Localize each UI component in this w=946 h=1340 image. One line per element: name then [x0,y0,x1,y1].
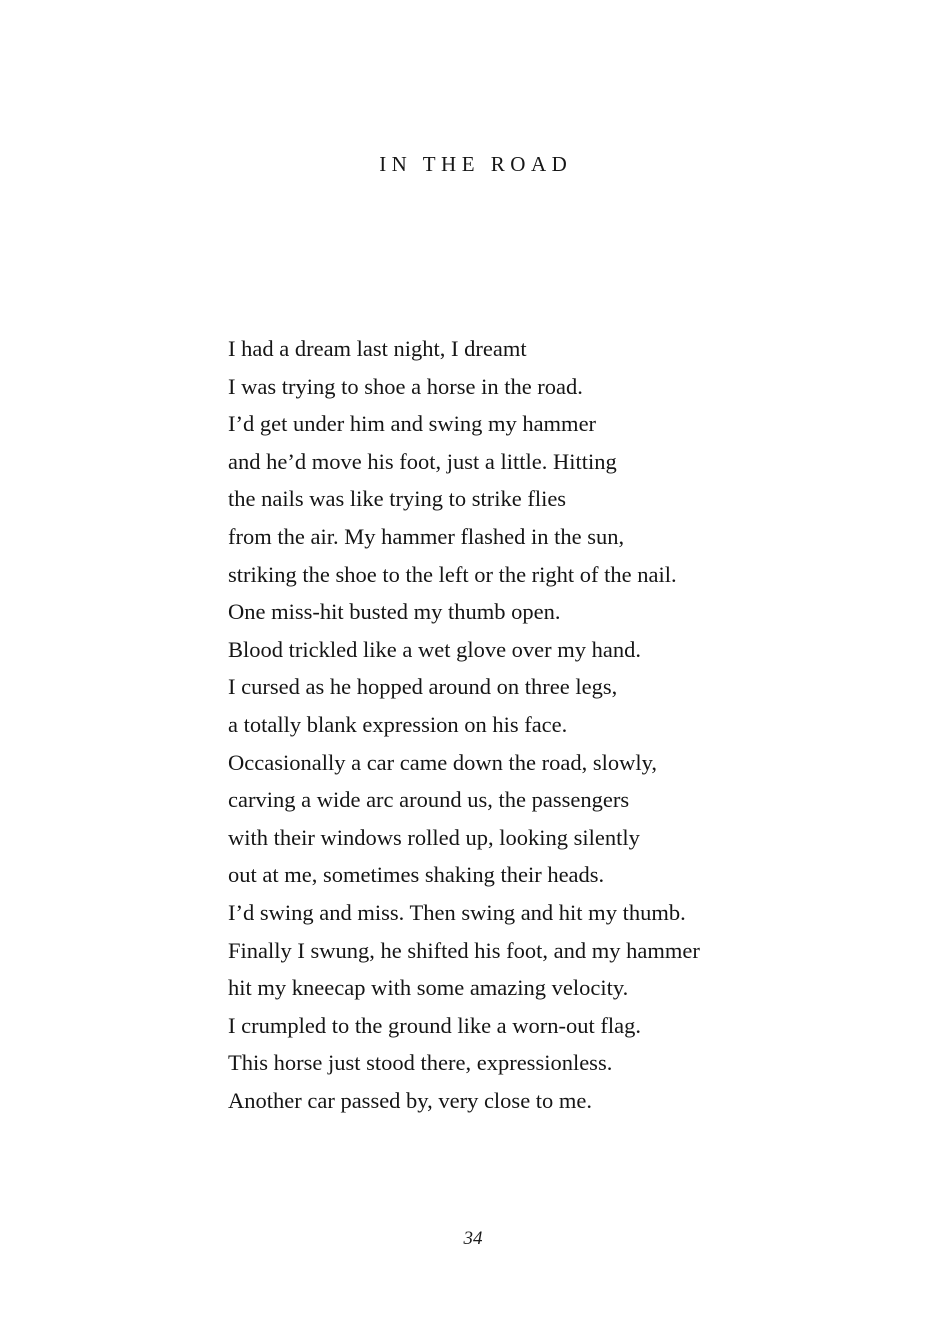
poem-line: One miss-hit busted my thumb open. [228,599,561,625]
poem-line: I crumpled to the ground like a worn-out flag. [228,1012,642,1038]
poem-line: carving a wide arc around us, the passengers [228,787,630,813]
poem-line: from the air. My hammer flashed in the sun, [228,523,625,549]
poem-line: with their windows rolled up, looking silently [228,824,640,850]
poem-line: a totally blank expression on his face. [228,711,568,737]
poem-line: I had a dream last night, I dreamt [228,336,527,361]
poem-line: I cursed as he hopped around on three legs, [228,674,618,700]
poem-line: I’d swing and miss. Then swing and hit my thumb. [228,899,686,925]
poem-line: Occasionally a car came down the road, slowly, [228,749,658,775]
poem-line: hit my kneecap with some amazing velocity. [228,975,629,1001]
poem-body [228,330,868,1119]
page-title: IN THE ROAD [379,152,573,177]
poem-line: striking the shoe to the left or the right of the nail. [228,561,677,587]
poem-line: Blood trickled like a wet glove over my hand. [228,636,642,662]
poem-line: Finally I swung, he shifted his foot, and my hammer [228,937,700,963]
poem-line: Another car passed by, very close to me. [228,1087,593,1113]
poem-line: I was trying to shoe a horse in the road. [228,373,583,399]
poem-line: I’d get under him and swing my hammer [228,411,597,437]
poem-line: out at me, sometimes shaking their heads. [228,862,605,888]
poem-line: This horse just stood there, expressionless. [228,1050,613,1076]
poem-line: the nails was like trying to strike flies [228,486,567,512]
page-number: 34 [463,1228,483,1249]
poem-line: and he’d move his foot, just a little. Hitting [228,448,617,474]
